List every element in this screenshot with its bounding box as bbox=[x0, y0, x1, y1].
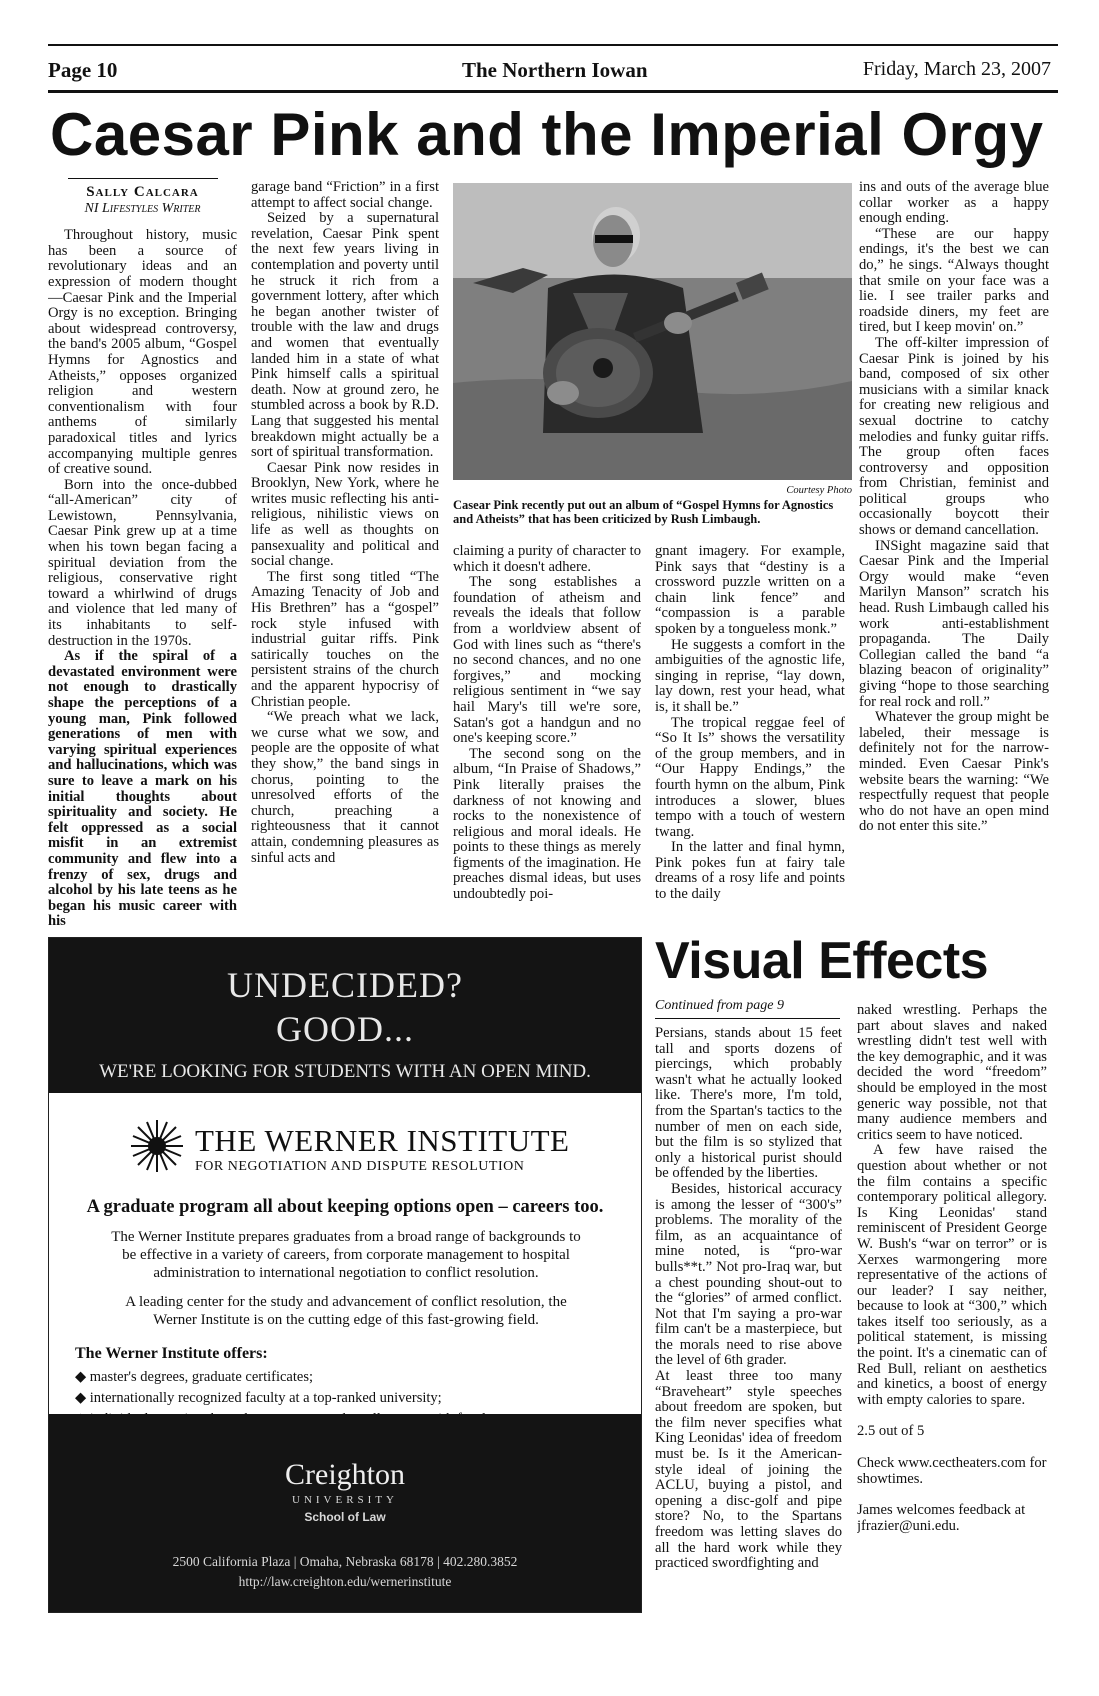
paragraph: At least three too many “Braveheart” style speeches about freedom are spoken, but the film never specifies what King Leonidas' idea of freedom must be. Is it the American-style ideal of joining the ACLU, buying a pistol, and opening a disc-golf and pipe store? No, to the Spartans freedom was letting slaves do all the hard work while they practiced swordfighting and bbox=[655, 1368, 842, 1572]
paragraph: Whatever the group might be labeled, their message is definitely not for the narrow-minded. Even Caesar Pink's website bears the warning: “We respectfully request that people who do not have an open mind do not enter this site.” bbox=[859, 709, 1049, 835]
paragraph: gnant imagery. For example, Pink says that “destiny is a crossword puzzle written on a chain link fence” and “compassion is a parable spoken by a tongueless monk.” bbox=[655, 544, 845, 637]
byline bbox=[48, 185, 237, 216]
guitarist-image bbox=[453, 183, 852, 480]
ad-header-band bbox=[49, 938, 641, 1093]
paragraph: The off-kilter impression of Caesar Pink is joined by his band, composed of six other musicians with a similar knack for creating new religious and sexual doctrine to catchy melodies and funky guitar riffs. The group often faces controversy and opposition from Christian, feminist and political groups who occasionally boycott their shows or demand cancellation. bbox=[859, 334, 1049, 539]
ad-body bbox=[49, 1093, 641, 1414]
paragraph: Besides, historical accuracy is among the lesser of “300's” problems. The morality of the film, as an acquaintance of mine noted, is “pro-war bulls**t.” Not pro-Iraq war, but a chest pounding shout-out to the “glories” of armed conflict. Not that I'm saying a pro-war film can't be a masterpiece, but the morals need to rise above the level of 6th grader. bbox=[655, 1180, 842, 1369]
institute-name: THE WERNER INSTITUTE bbox=[195, 1123, 570, 1158]
article-column-2 bbox=[251, 180, 439, 932]
ad-headline-good: GOOD... bbox=[276, 1009, 414, 1049]
paragraph: The song establishes a foundation of atheism and reveals the ideals that follow from a worldview absent of God with lines such as “there's no second chances, and no one forgives,” and mocking religious sentiment in “we say hail Mary's till we're sore, Satan's got a handgun and no one's keeping score.” bbox=[453, 574, 641, 747]
article-column-3 bbox=[453, 544, 641, 934]
offer-text: internationally recognized faculty at a top-ranked university; bbox=[89, 1390, 442, 1406]
paragraph: claiming a purity of character to which it doesn't adhere. bbox=[453, 544, 641, 575]
ad-paragraph-1: The Werner Institute prepares graduates from a broad range of backgrounds to be effective in a variety of careers, from corporate management to hospital administration to international negotiation to conflict resolution. bbox=[111, 1229, 581, 1281]
page-number: Page 10 bbox=[48, 58, 118, 82]
offer-item: ◆ internationally recognized faculty at a top-ranked university; bbox=[75, 1390, 442, 1406]
paragraph: INSight magazine said that Caesar Pink and the Imperial Orgy would make “even Marilyn Manson” scratch his head. Rush Limbaugh called his work anti-establishment propaganda. The Daily Collegian called the band “a blazing beacon of originality” giving “hope to those searching for real rock and roll.” bbox=[859, 537, 1049, 710]
showtimes-note: Check www.cectheaters.com for showtimes. bbox=[857, 1455, 1047, 1487]
review-rating: 2.5 out of 5 bbox=[857, 1423, 925, 1440]
article-headline: Caesar Pink and the Imperial Orgy bbox=[50, 101, 1044, 168]
ad-headline-undecided: UNDECIDED? bbox=[227, 965, 463, 1005]
article-column-4 bbox=[655, 544, 845, 934]
paragraph: “These are our happy endings, it's the best we can do,” he sings. “Always thought that smile on your face was a lie. I see trailer parks and roadside diners, my feet are tired, but I keep movin' on.” bbox=[859, 225, 1049, 336]
byline-name: Sally Calcara bbox=[86, 184, 199, 200]
photo-credit: Courtesy Photo bbox=[786, 485, 852, 496]
paragraph: Born into the once-dubbed “all-American” city of Lewistown, Pennsylvania, Caesar Pink grew up at a time when his town began facing a spiritual deviation from the religious, conservative right toward a whirlwind of drugs and violence that led many of its inhabitants to self-destruction in the 1970s. bbox=[48, 476, 237, 649]
paper-name: The Northern Iowan bbox=[462, 58, 648, 82]
creighton-logo: Creighton bbox=[285, 1458, 405, 1491]
ad-address: 2500 California Plaza | Omaha, Nebraska 68178 | 402.280.3852 bbox=[172, 1554, 518, 1569]
paragraph: ins and outs of the average blue collar worker as a happy enough ending. bbox=[859, 180, 1049, 227]
ad-tagline: A graduate program all about keeping options open – careers too. bbox=[86, 1197, 604, 1217]
offers-title: The Werner Institute offers: bbox=[75, 1345, 268, 1362]
header-rule bbox=[48, 90, 1058, 93]
university-label: UNIVERSITY bbox=[292, 1494, 398, 1506]
paragraph: The first song titled “The Amazing Tenacity of Job and His Brethren” has a “gospel” rock style infused with industrial guitar riffs. Pink satirically touches on the persistent strains of the church and the apparent hypocrisy of Christian people. bbox=[251, 568, 439, 710]
issue-date: Friday, March 23, 2007 bbox=[862, 58, 1051, 80]
ad-paragraph-2: A leading center for the study and advancement of conflict resolution, the Werner Institute is on the cutting edge of this fast-growing field. bbox=[125, 1294, 567, 1328]
paragraph: Seized by a supernatural revelation, Caesar Pink spent the next few years living in contemplation and poverty until he struck it rich from a government lottery, after which he began another twister of trouble with the law and drugs and women that eventually landed him in a state of what Pink himself calls a spiritual death. Now at ground zero, he stumbled across a book by R.D. Lang that suggested his mental breakdown might actually be a sort of spiritual transformation. bbox=[251, 210, 439, 461]
starburst-logo-icon bbox=[129, 1118, 185, 1174]
paragraph: The second song on the album, “In Praise of Shadows,” Pink literally praises the darkness of not knowing and rocks to the nonexistence of religious and moral ideals. He points to these things as merely figments of the imagination. He preaches dismal ideas, but uses undoubtedly poi- bbox=[453, 745, 641, 903]
top-rule bbox=[48, 44, 1058, 46]
paragraph: naked wrestling. Perhaps the part about slaves and naked wrestling didn't test well with the key demographic, and it was decided the word “freedom” should be employed in the most generic way possible, not that many audience members and critics seem to have noticed. bbox=[857, 1003, 1047, 1143]
feedback-note: James welcomes feedback at jfrazier@uni.edu. bbox=[857, 1502, 1026, 1534]
paragraph: Throughout history, music has been a source of revolutionary ideas and an expression of modern thought—Caesar Pink and the Imperial Orgy is no exception. Bringing about widespread controversy, the band's 2005 album, “Gospel Hymns for Agnostics and Atheists,” opposes organized religion and western conventionalism with four anthems of similarly paradoxical titles and lyrics accompanying multiple genres of creative sound. bbox=[48, 227, 237, 478]
offer-text: master's degrees, graduate certificates; bbox=[89, 1369, 314, 1385]
paragraph: Persians, stands about 15 feet tall and sports dozens of piercings, which probably wasn't what he actually looked like. There's more, I'm told, from the Spartan's tactics to the number of men on each side, but the film is so stylized that only a historical purist should be offended by the liberties. bbox=[655, 1026, 842, 1182]
paragraph: garage band “Friction” in a first attempt to affect social change. bbox=[251, 180, 439, 211]
paragraph: As if the spiral of a devastated environment were not enough to drastically shape the perceptions of a young man, Pink followed generations of men with varying spiritual experiences and hallucinations, which was sure to leave a mark on his initial thoughts about spirituality and society. He felt oppressed as a social misfit in an extremist community and flew into a frenzy of sex, drugs and alcohol by his late teens as he began his music career with his bbox=[48, 648, 237, 930]
paragraph: The tropical reggae feel of “So It Is” shows the versatility of the group members, and in “Our Happy Endings,” the fourth hymn on the album, Pink introduces a slower, blues tempo with a touch of western twang. bbox=[655, 714, 845, 840]
paragraph: A few have raised the question about whether or not the film contains a specific contemporary political allegory. Is King Leonidas' stand reminiscent of President George W. Bush's “war on terror” or is Xerxes warmongering more representative of the actions of our leader? I say neither, because to look at “300,” which takes itself too seriously, as a political statement, is missing the point. It's a cinematic can of Red Bull, reliant on aesthetics and kinetics, a boost of energy with empty calories to spare. bbox=[857, 1142, 1047, 1408]
ad-url[interactable]: http://law.creighton.edu/wernerinstitute bbox=[238, 1574, 452, 1589]
byline-rule bbox=[68, 178, 218, 179]
article-column-5 bbox=[859, 180, 1049, 900]
continued-rule bbox=[655, 1018, 840, 1019]
werner-institute-ad bbox=[48, 937, 642, 1613]
paragraph: “We preach what we lack, we curse what we sow, and people are the opposite of what they show,” the band sings in chorus, pointing to the unresolved efforts of the church, preaching a righteousness that it cannot attain, condemning pleasures as sinful acts and bbox=[251, 709, 439, 866]
byline-title: NI Lifestyles Writer bbox=[84, 200, 201, 216]
paragraph: Caesar Pink now resides in Brooklyn, New York, where he writes music reflecting his anti-religious, nihilistic views on life as well as thoughts on pansexuality and political and social change. bbox=[251, 459, 439, 570]
paragraph: He suggests a comfort in the ambiguities of the agnostic life, singing in reprise, “lay down, lay down, rest your head, what is, it shall be.” bbox=[655, 636, 845, 715]
ad-footer-band bbox=[49, 1414, 641, 1612]
ad-subheadline: WE'RE LOOKING FOR STUDENTS WITH AN OPEN MIND. bbox=[99, 1061, 591, 1082]
continued-note: Continued from page 9 bbox=[655, 998, 784, 1013]
institute-subtitle: FOR NEGOTIATION AND DISPUTE RESOLUTION bbox=[195, 1159, 525, 1174]
musician-photo bbox=[453, 183, 852, 480]
visual-effects-column-2 bbox=[857, 1003, 1047, 1623]
photo-caption: Casear Pink recently put out an album of “Gospel Hymns for Agnostics and Atheists” that has been criticized by Rush Limbaugh. bbox=[453, 498, 834, 526]
school-of-law: School of Law bbox=[304, 1510, 386, 1524]
article-column-1 bbox=[48, 178, 237, 930]
paragraph: In the latter and final hymn, Pink pokes fun at fairy tale dreams of a rosy life and points to the daily bbox=[655, 839, 845, 903]
visual-effects-headline: Visual Effects bbox=[655, 932, 989, 990]
visual-effects-column-1 bbox=[655, 1026, 842, 1626]
offer-item: ◆ master's degrees, graduate certificates; bbox=[75, 1369, 314, 1385]
